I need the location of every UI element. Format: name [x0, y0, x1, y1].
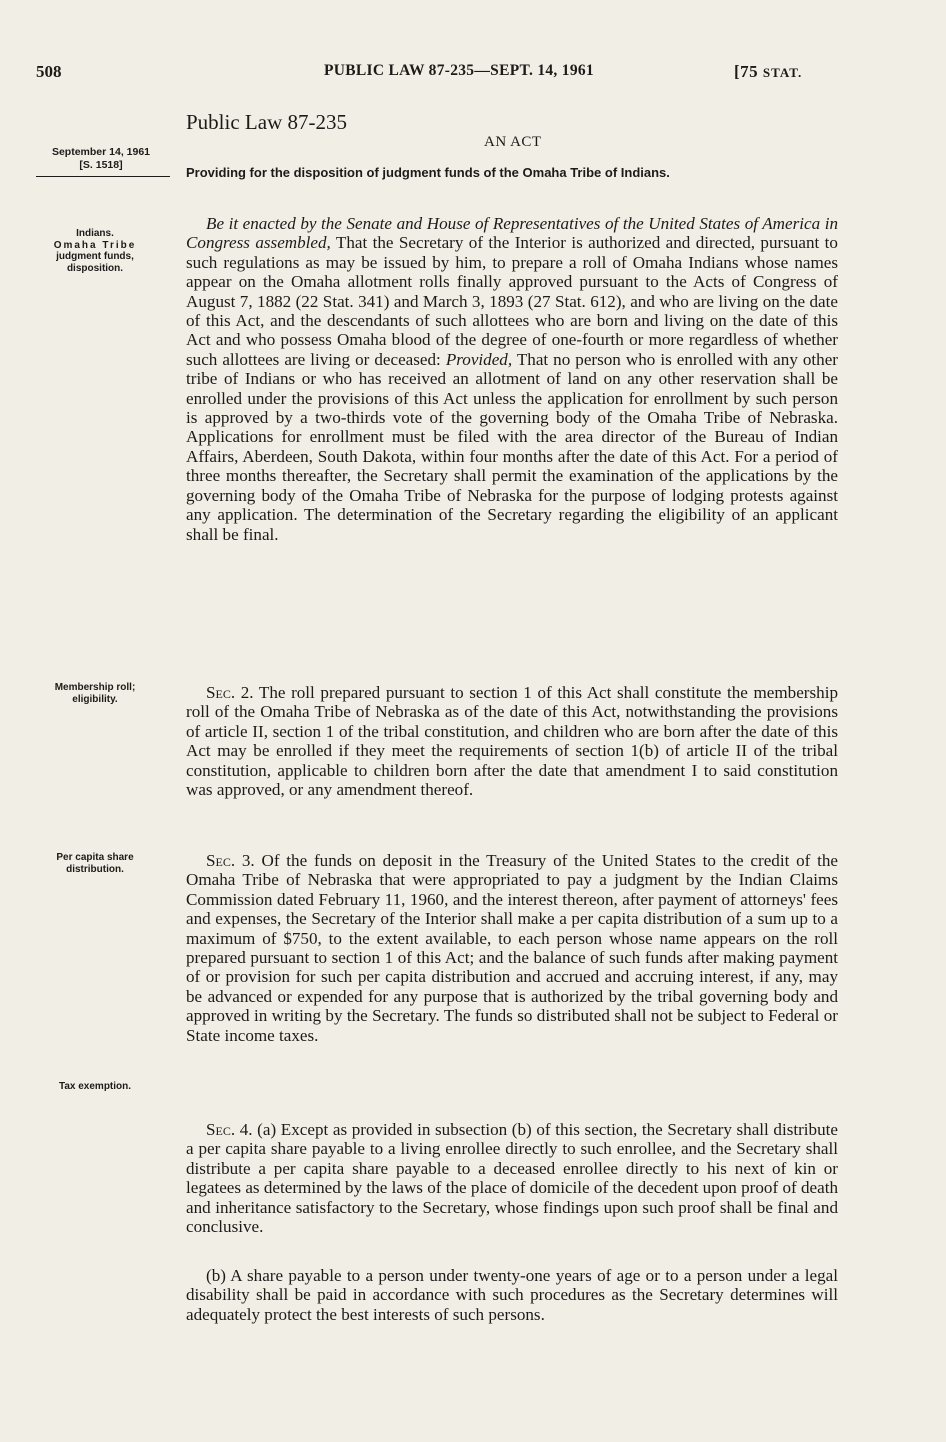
margin-note-line: eligibility. — [72, 693, 118, 705]
section-3-label: Sec. 3. — [206, 851, 255, 870]
margin-note-membership — [20, 682, 170, 705]
volume-bracket: [75 — [734, 62, 763, 81]
section-4a-text: (a) Except as provided in subsection (b) of this section, the Secretary shall distribute a per capita share payable to a living enrollee directly to such enrollee, and the Secretary shall distribute a per capita share payable to a deceased enrollee directly to his next of kin or legatees as determined by the laws of the place of domicile of the decedent upon proof of death and inheritance satisfactory to the Secretary, whose findings upon such proof shall be final and conclusive. — [186, 1120, 838, 1237]
margin-note-line: Tax exemption. — [58, 1081, 132, 1092]
bill-number: [S. 1518] — [79, 159, 123, 171]
section-1-text-b: That no person who is enrolled with any other tribe of Indians or who has received an allotment of land on any other reservation shall be enrolled under the provisions of this Act unless the application for enrollment by such person is approved by a two-thirds vote of the governing body of the Omaha Tribe of Nebraska. Applications for enrollment must be filed with the area director of the Bureau of Indian Affairs, Aberdeen, South Dakota, within four months after the date of this Act. For a period of three months thereafter, the Secretary shall permit the examination of the applications by the governing body of the Omaha Tribe of Nebraska for the purpose of lodging protests against any application. The determination of the Secretary regarding the eligibility of an applicant shall be final. — [186, 349, 838, 544]
margin-note-line: disposition. — [66, 262, 124, 274]
margin-note-indians — [20, 228, 170, 274]
public-law-title: Public Law 87-235 — [186, 110, 347, 134]
running-head: PUBLIC LAW 87-235—SEPT. 14, 1961 — [324, 62, 594, 79]
section-3-text: Of the funds on deposit in the Treasury of the United States to the credit of the Omaha Tribe of Nebraska that were appropriated to pay a judgment by the Indian Claims Commission dated February 11, 1960, and the interest thereon, after payment of attorneys' fees and expenses, the Secretary of the Interior shall make a per capita distribution of a sum up to a maximum of $750, to the extent available, to each person whose name appears on the roll prepared pursuant to section 1 of this Act; and the balance of such funds after making payment of or provision for such per capita distribution and accrued and accruing interest, if any, may be advanced or expended for any purpose that is authorized by the tribal governing body and approved in writing by the Secretary. The funds so distributed shall not be subject to Federal or State income taxes. — [186, 851, 838, 1045]
enactment-date: September 14, 1961 — [51, 146, 151, 158]
section-2-text: The roll prepared pursuant to section 1 of this Act shall constitute the membership roll of the Omaha Tribe of Nebraska as of the date of this Act, notwithstanding the provisions of article II, section 1 of the tribal constitution, and children who are born after the date of this Act may be enrolled if they meet the requirements of section 1(b) of article II of the tribal constitution, applicable to children born after the date that amendment I to said constitution was approved, or any amendment thereof. — [186, 683, 838, 800]
enactment-date-block — [36, 146, 166, 172]
margin-note-line: Omaha Tribe — [53, 239, 137, 251]
margin-note-per-capita — [20, 852, 170, 875]
running-header — [0, 62, 946, 84]
date-divider — [36, 176, 170, 177]
section-2-label: Sec. 2. — [206, 683, 254, 702]
section-4a — [186, 1120, 838, 1236]
volume-stat: STAT. — [762, 65, 803, 80]
section-4-label: Sec. 4. — [206, 1120, 253, 1139]
section-4b-text: (b) A share payable to a person under twenty-one years of age or to a person under a legal disability shall be paid in accordance with such procedures as the Secretary determines will adequately protect the best interests of such persons. — [186, 1266, 838, 1324]
act-purpose: Providing for the disposition of judgment funds of the Omaha Tribe of Indians. — [186, 165, 670, 180]
an-act-heading: AN ACT — [484, 134, 542, 150]
section-1 — [186, 214, 838, 544]
margin-note-line: judgment funds, — [56, 251, 134, 262]
section-3 — [186, 851, 838, 1045]
page-number: 508 — [36, 62, 62, 81]
section-1-text-a: That the Secretary of the Interior is authorized and directed, pursuant to such regulations as may be issued by him, to prepare a roll of Omaha Indians whose names appear on the Omaha allotment rolls finally approved pursuant to the Acts of Congress of August 7, 1882 (22 Stat. 341) and March 3, 1893 (27 Stat. 612), and who are living on the date of this Act, and the descendants of such allottees who are born and living on the date of this Act and who possess Omaha blood of the degree of one-fourth or more regardless of whether such allottees are living or deceased: — [186, 233, 838, 369]
provided-clause: Provided, — [445, 349, 513, 369]
margin-note-line: distribution. — [66, 863, 124, 875]
margin-note-line: Per capita share — [56, 852, 134, 863]
enacting-clause: Be it enacted by the Senate and House of Representatives of the United States of America in Congress assembled, — [186, 214, 838, 253]
volume-citation — [734, 62, 802, 82]
margin-note-line: Membership roll; — [54, 682, 136, 693]
margin-note-line: Indians. — [76, 228, 114, 239]
section-4b — [186, 1266, 838, 1324]
margin-note-tax — [20, 1081, 170, 1093]
section-2 — [186, 683, 838, 799]
